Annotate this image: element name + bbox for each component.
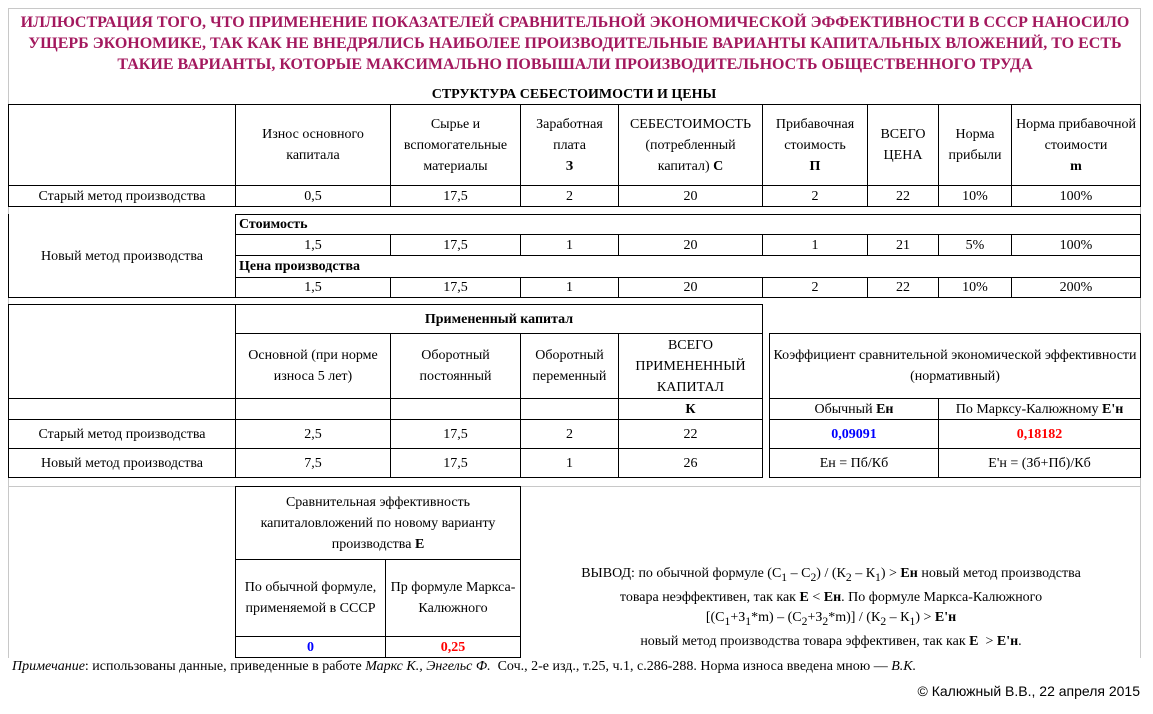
compare-heading-text: Сравнительная эффективность капиталовложений по новому варианту производства — [260, 494, 496, 552]
col-total-capital-symbol: К — [685, 401, 696, 417]
col-wage-symbol: З — [565, 158, 574, 174]
col-surplus-rate-label: Норма прибавочной стоимости — [1016, 116, 1136, 153]
col-wage-label: Заработная плата — [536, 116, 603, 153]
cost-structure-heading: СТРУКТУРА СЕБЕСТОИМОСТИ И ЦЕНЫ — [431, 86, 717, 102]
col-surplus-label: Прибавочная стоимость — [775, 116, 855, 153]
col-raw-header: Сырье и вспомогательные материалы — [403, 116, 508, 174]
col-wage-header — [521, 105, 618, 185]
table-cell: 2 — [811, 280, 819, 295]
page-title: ИЛЛЮСТРАЦИЯ ТОГО, ЧТО ПРИМЕНЕНИЕ ПОКАЗАТЕЛЕЙ СРАВНИТЕЛЬНОЙ ЭКОНОМИЧЕСКОЙ ЭФФЕКТИВНОСТИ В СССР НАНОСИЛО УЩЕРБ ЭКОНОМИКЕ, ТАК КАК НЕ ВНЕДРЯЛИСЬ НАИБОЛЕЕ ПРОИЗВОДИТЕЛЬНЫЕ ВАРИАНТЫ КАПИТАЛЬНЫХ ВЛОЖЕНИЙ, ТО ЕСТЬ ТАКИЕ ВАРИАНТЫ, КОТОРЫЕ МАКСИМАЛЬНО ПОВЫШАЛИ ПРОИЗВОДИТЕЛЬНОСТЬ ОБЩЕСТВЕННОГО ТРУДА — [20, 14, 1130, 73]
value-subheading: Стоимость — [239, 216, 308, 232]
capital-row-label-new: Новый метод производства — [40, 455, 204, 471]
col-fixed-capital-header: Основной (при норме износа 5 лет) — [248, 348, 378, 384]
note-text: : использованы данные, приведенные в работе — [84, 659, 362, 674]
coef-marx-symbol: Е'н — [1101, 401, 1124, 417]
table-cell: 22 — [683, 426, 698, 442]
table-cell: 1 — [811, 237, 819, 253]
table-cell: 0,5 — [304, 188, 322, 204]
compare-usual-header: По обычной формуле, применяемой в СССР — [244, 580, 377, 616]
comparative-efficiency-heading — [236, 487, 520, 559]
col-surplus-rate-symbol: m — [1070, 158, 1082, 174]
coef-marx-value: 0,18182 — [1016, 426, 1063, 442]
table-cell: 17,5 — [443, 188, 468, 204]
col-variable-capital-header: Оборотный переменный — [532, 348, 607, 384]
table-cell: 1,5 — [304, 280, 322, 295]
col-total-capital-header: ВСЕГО ПРИМЕНЕННЫЙ КАПИТАЛ — [635, 337, 746, 395]
note-reference: Соч., 2-е изд., т.25, ч.1, с.286-288. Норма износа введена мною — — [497, 659, 888, 674]
table-cell: 17,5 — [443, 426, 468, 442]
table-cell: 2 — [811, 188, 819, 204]
compare-marx-header: Пр формуле Маркса-Калюжного — [390, 580, 516, 616]
table-cell: 2,5 — [304, 426, 322, 442]
copyright: © Калюжный В.В., 22 апреля 2015 — [917, 683, 1140, 699]
compare-marx-value: 0,25 — [440, 639, 466, 655]
table-cell: 17,5 — [443, 237, 468, 253]
table-cell: 20 — [683, 237, 698, 253]
table-cell: 5% — [965, 237, 985, 253]
conclusion-line-4: новый метод производства товара эффективен, так как Е > Е'н. — [640, 634, 1022, 649]
coef-usual-label: Обычный — [814, 401, 873, 417]
conclusion-line-1: ВЫВОД: по обычной формуле $(С_1 - С_2) / (К_2 - К_1)$ > Ен новый метод производства — [581, 566, 1081, 584]
coef-usual-value: 0,09091 — [831, 426, 877, 442]
table-cell: 26 — [683, 455, 698, 471]
table-cell: 1 — [566, 237, 573, 253]
table-cell: 20 — [683, 188, 698, 204]
conclusion-line-3: $[(С_1+З_1*m) - (С_2+З_2*m)] / (К_2 - К_1) > Е'н$ — [705, 610, 957, 628]
table-cell: 100% — [1059, 188, 1093, 204]
note-signature: В.К. — [891, 659, 917, 674]
coef-usual-formula: Ен = Пб/Кб — [819, 455, 889, 471]
applied-capital-heading: Примененный капитал — [424, 311, 574, 327]
col-surplus-symbol: П — [809, 158, 821, 174]
table-cell: 20 — [683, 280, 698, 295]
table-cell: 1 — [566, 455, 573, 471]
footnote — [12, 660, 1140, 678]
table-cell: 2 — [566, 426, 573, 442]
table-cell: 1 — [566, 280, 573, 295]
col-surplus-rate-header — [1012, 105, 1140, 185]
table-cell: 17,5 — [443, 455, 468, 471]
table-cell: 22 — [896, 188, 910, 204]
col-total-price-header: ВСЕГО ЦЕНА — [880, 127, 926, 163]
table-cell: 10% — [962, 280, 988, 295]
compare-usual-value: 0 — [307, 639, 314, 655]
note-label: Примечание — [12, 659, 85, 674]
col-wear-header: Износ основного капитала — [262, 127, 364, 163]
row-label-old-method: Старый метод производства — [38, 188, 206, 204]
coefficient-heading: Коэффициент сравнительной экономической эффективности (нормативный) — [773, 348, 1137, 384]
table-cell: 200% — [1059, 280, 1093, 295]
col-cost-label: СЕБЕСТОИМОСТЬ (потребленный капитал) — [629, 116, 752, 174]
conclusion-line-2: товара неэффективен, так как Е < Ен. По формуле Маркса-Калюжного — [619, 590, 1043, 605]
capital-row-label-old: Старый метод производства — [38, 426, 206, 442]
table-cell: 2 — [566, 188, 573, 204]
col-constant-capital-header: Оборотный постоянный — [419, 348, 492, 384]
compare-heading-symbol: Е — [414, 536, 425, 552]
table-cell: 7,5 — [304, 455, 322, 471]
coef-usual-symbol: Ен — [876, 401, 894, 417]
col-profit-rate-header: Норма прибыли — [948, 127, 1002, 163]
coef-marx-label: По Марксу-Калюжному — [955, 401, 1099, 417]
table-cell: 21 — [896, 237, 910, 253]
table-cell: 22 — [896, 280, 910, 295]
table-cell: 100% — [1059, 237, 1093, 253]
note-authors: Маркс К., Энгельс Ф. — [365, 659, 491, 674]
table-cell: 10% — [962, 188, 988, 204]
table-cell: 1,5 — [304, 237, 322, 253]
col-cost-header — [619, 105, 762, 185]
row-label-new-method: Новый метод производства — [40, 248, 204, 264]
col-surplus-header — [763, 105, 867, 185]
production-price-subheading: Цена производства — [239, 258, 361, 274]
col-cost-symbol: С — [713, 158, 724, 174]
coef-marx-header — [939, 399, 1140, 419]
coef-marx-formula: Е'н = (Зб+Пб)/Кб — [988, 455, 1091, 471]
table-cell: 17,5 — [443, 280, 468, 295]
coef-usual-header — [770, 399, 938, 419]
